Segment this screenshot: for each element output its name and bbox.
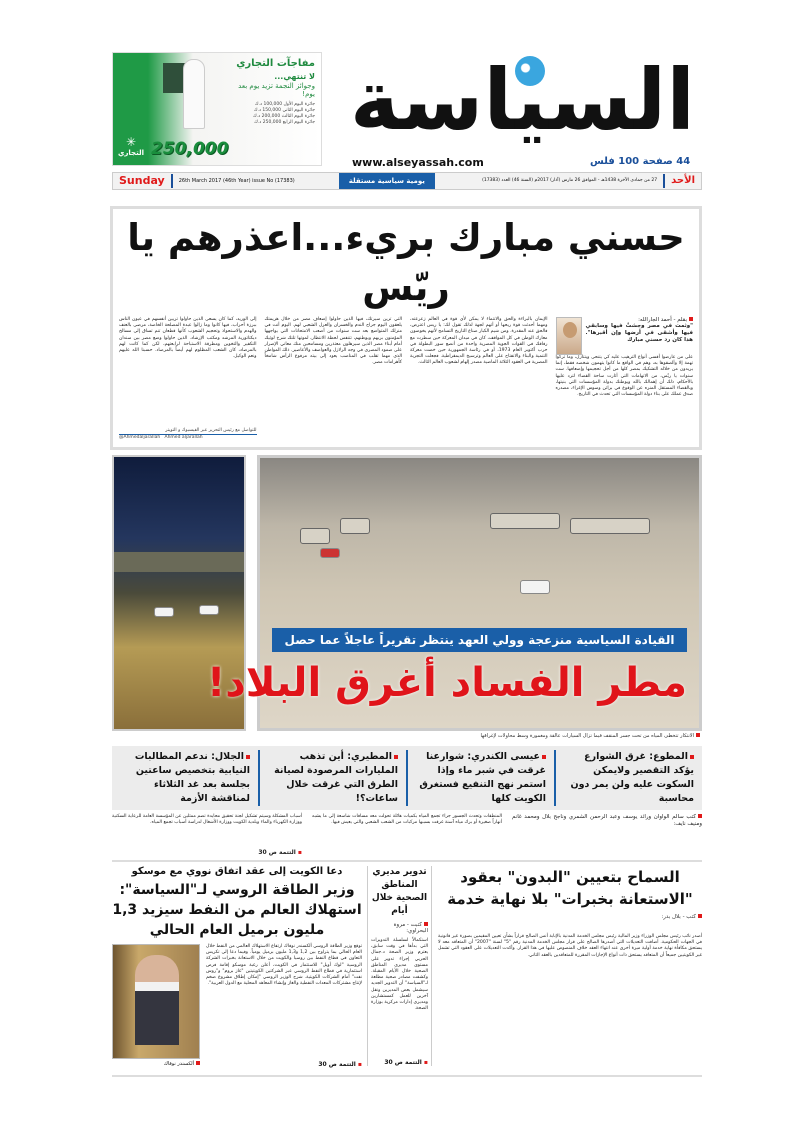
russia-kicker: دعا الكويت إلى عقد اتفاق نووي مع موسكو (131, 866, 343, 877)
ad-text-column (233, 58, 315, 126)
date-arabic: 27 من جمادى الآخرة 1438هـ - الموافق 26 مارس (آذار) 2017م (السنة 46) العدد (17383) (482, 178, 658, 184)
byline (556, 317, 694, 355)
health-article[interactable] (367, 866, 432, 1066)
subheadline-text: المطيري: أين تذهب المليارات المرصودة لصيانة الطرق التي غرقت خلال ساعات؟! (274, 751, 398, 804)
byline (371, 922, 428, 934)
lead-quote: "وثمت في مصر وجشتْ فيها وسابقي فيها وأشقى في أرضها وإن أقبرها". هذا كان رد حسني مبارك (585, 323, 693, 344)
bullet-icon (246, 755, 250, 759)
ad-prize: جائزة اليوم الأول 100,000 د.ك (254, 102, 315, 107)
tanker-truck (570, 518, 650, 534)
continued-text: التتمة ص 30 (318, 1061, 356, 1068)
ad-subtitle (233, 72, 315, 98)
star-icon: ✳ (125, 135, 137, 149)
day-arabic: الأحد (663, 174, 701, 188)
article-column: الإيمان بالبراءة والحق والانتماء لا يمكن لأي قوة في العالم زعزعته، ومهما أحدثت قوة ريحها أو أتهم لجهة لذلك تقول لك: يا ريس اعترض، فالحق عند المقدرة. ومن شيم الكبار صناع التاريخ التسامح لأنهم يخوضون معارك الوطن في كل المواقف، كان في ميدان المعركة حين سطرت مع رفاقك في القوات الجوية المصرية واحدة من أنصع سور البطولة في حرب أكتوبر العام 1973، أو في رئاسة الجمهورية حين خضت معركة التنمية والبناء والانفتاح على العالم وترسيخ الديمقراطية. فجعلت التجربة المصرية في العقود الثلاثة الماضية مصدر إلهام لشعوب العالم الثالث. (410, 317, 548, 366)
masthead-logo[interactable] (335, 48, 695, 156)
ad-person-image (183, 59, 205, 129)
bullet-icon (424, 922, 428, 926)
subheadlines (112, 746, 702, 810)
divider (112, 860, 702, 862)
bullet-icon (698, 914, 702, 918)
article-column (112, 814, 302, 856)
byline (438, 914, 702, 920)
russia-text-block (206, 944, 362, 1068)
bullet-icon (394, 755, 398, 759)
column-text: أسباب المشكلة وسيتم تشكيل لجنة تحقيق محايدة تضم ممثلين عن المؤسسة العامة للرعاية السكنية ووزارة الكهرباء والماء وبلدية الكويت ووزارة الأشغال لدراسة أسباب تجمع المياه. (112, 814, 302, 826)
lead-article[interactable] (110, 206, 702, 450)
website-url[interactable]: www.alseyassah.com (352, 156, 484, 169)
byline-text: كتب - بلال بدر: (661, 914, 696, 920)
bullet-icon (690, 755, 694, 759)
car (520, 580, 550, 594)
social-label: للتواصل مع رئيس التحرير عبر الفيسبوك و التويتر (119, 428, 257, 435)
ad-prizes (233, 102, 315, 126)
car (320, 548, 340, 558)
health-headline[interactable]: تدوير مديري المناطق الصحية خلال أيام (371, 867, 428, 916)
day-english: Sunday (113, 174, 173, 188)
continued-text: التتمة ص 30 (384, 1059, 422, 1066)
lead-headline[interactable]: حسني مبارك بريء...اعذرهم يا ريّس (127, 216, 685, 309)
facebook-name[interactable]: Ahmed aljarallah (164, 434, 203, 440)
subheadline[interactable] (112, 750, 258, 806)
photo-caption (250, 733, 700, 739)
continued-link[interactable]: ▪ التتمة ص 30 (318, 1061, 362, 1068)
subheadline-text: الجلال: ندعم المطالبات النيابية بتخصيص ساعتين بجلسة بعد غد الثلاثاء لمناقشة الأزمة (134, 751, 250, 804)
byline-text: كتبت - مروة البحراوي: (393, 922, 428, 934)
bullet-icon (698, 814, 702, 818)
photo-caption (112, 1061, 200, 1068)
ad-bank-logo (116, 135, 146, 157)
social-links (119, 428, 257, 441)
tanker-truck (490, 513, 560, 529)
article-column (512, 814, 702, 856)
minister-photo-block (112, 944, 200, 1068)
flood-headline[interactable]: مطر الفساد أغرق البلاد! (206, 660, 687, 706)
divider (112, 1075, 702, 1077)
russia-headline[interactable]: وزير الطاقة الروسي لـ"السياسة": استهلاك العالم من النفط سيزيد 1,3 مليون برميل العام الحالي (112, 882, 362, 938)
subheadline[interactable] (258, 750, 406, 806)
ad-line1: لا تنتهي... (274, 72, 315, 81)
twitter-handle[interactable]: @Ahmedaljarallah (119, 434, 161, 440)
ad-amount: 250,000 (151, 139, 229, 159)
bullet-icon (542, 755, 546, 759)
continued-text: التتمة ص 30 (258, 848, 296, 856)
column-text: على من عارضوا أقسى أنواع الترهيب عليه كي يتنحى ويتنازل، وما تركوا تهمة إلا وألصقوها به، وهم في الواقع ما كانوا يتهمون شخصه فقط، إنما يريدون من خلاله التشكيك بمصر كلها من أجل تحجيمها وإضعافها. ست سنوات يا ريّس، من الاتهامات التي أثارت ساحة القضاء لترد عليها بالأحكام، ذلك أن إهمالك بالله ويوطنك بدولة المؤسسات التي بنيتها، وبالقضاء المستقل المنزه عن الوقوع في براثن وسوس الإغراء، مصدره صدق عملك على بناء دولة المؤسسات التي تحدث في التاريخ. (555, 355, 693, 398)
bank-advertisement[interactable] (112, 52, 322, 166)
ad-prize: جائزة اليوم الثاني 150,000 د.ك (253, 108, 315, 113)
ad-title: مفاجآت التجاري (236, 58, 315, 69)
date-english: 26th March 2017 (46th Year) issue No (17383) (178, 178, 295, 184)
date-bar (112, 172, 702, 190)
caption-text: ألكسندر نوفاك (163, 1061, 194, 1067)
byline-text: كتب سالم الواوان ورائد يوسف وعبد الرحمن الشمري وناجح بلال ومحمد غانم ومنيف نايف: (512, 814, 702, 828)
article-column (556, 317, 694, 441)
article-column: أصدر نائب رئيس مجلس الوزراء وزير المالية رئيس مجلس الخدمة المدنية بالإنابة أنس الصالح قراراً بشأن تعيين المقيمين بصورة غير قانونية في الجهات الحكومية. أضافت التعديلات التي أصدرها الصالح على قرار مجلس الخدمة المدنية رقم "5" لسنة "2007" أن المتعاقد معه لا يستحق مكافأة نهاية خدمة أولية ميزة أخرى عند انتهاء العقد خلاف المنصوص عليها في هذا القرار. وأكدت التعديلات على العقود التي تشمل غير الكويتيين جميعاً أن المتعاقد يستحق ذات أنواع الإجازات المقررة للمتعاقدين بالعقد الثاني. (438, 934, 702, 958)
submerged-car (154, 607, 174, 617)
continued-link[interactable]: ▪ التتمة ص 30 (258, 848, 302, 856)
article-column: استكمالاً لسلسلة التدويرات التي بدأها في وقت سابق، يعتزم وزير الصحة د.جمال الحربي إجراء تدوير على مستوى مديري المناطق الصحية خلال الأيام المقبلة. وكشفت مصادر صحية مطلعة لـ"السياسة" أن التدوير الجديد سيشمل بعض المديرين ونقل آخرين للعمل كمستشارين ومديري إدارات مركزية بوزارة الصحة. (371, 938, 428, 1012)
bullet-icon (196, 1061, 200, 1065)
pages-price: 44 صفحة 100 فلس (590, 156, 691, 167)
russia-body-row (112, 944, 362, 1068)
article-column (119, 317, 257, 441)
caption-text: الانتكار تتخطى المياه من تحت جسر المنقف فيما تزال السيارات عالقة ومغمورة وسط محاولات لإغراقها (480, 733, 694, 739)
continued-link[interactable]: ▪ التتمة ص 30 (384, 1059, 428, 1066)
ad-bank-name: التجاري (117, 149, 144, 157)
flood-article-body (112, 814, 702, 856)
bullet-icon (696, 733, 700, 737)
submerged-car (199, 605, 219, 615)
bidoon-article[interactable] (438, 866, 702, 1066)
flood-photo (206, 455, 702, 731)
ad-prize: جائزة اليوم الثالث 200,000 د.ك (253, 114, 315, 119)
article-column: توقع وزير الطاقة الروسي ألكسندر نوفاك ارتفاع الاستهلاك العالمي من النفط خلال العام الحالي بما يتراوح بين 1,2 و1,3 مليون برميل يومياً. وفيما دعا إلى تكريس التعاون في قطاع النفط بين روسيا والكويت من خلال الاستعانة بخبرات الشركة الروسية "لوك أويل" للاستثمار في الكويت، أعلن رغبة موسكو إقامة فرص استثمارية في قطاع النفط الروسي عبر الشركتين الكويتيتين "غاز بروم" و"روس نفت" أمام الشركات الكويتية. شرح الوزير الروسي "إمكان إطلاق مشروع ضخم لإنتاج مشتركات المعدات النفطية والغاز وإنشاء المعاهد المحلية مع الدول العربية". (206, 944, 362, 987)
ad-line2: وجوائز النجمة تزيد يوم بعد يوم! (238, 82, 315, 98)
newspaper-name: السياسة (349, 51, 695, 149)
subheadline-text: عيسى الكندري: شوارعنا غرقت في شبر ماء وإذا استمر نهج التنفيع فستغرق الكويت كلها (419, 751, 546, 804)
truck (340, 518, 370, 534)
bullet-icon (689, 317, 693, 321)
byline-text: بقلم - أحمد الجارالله: (638, 317, 687, 323)
minister-photo (112, 944, 200, 1059)
subheadline-text: المطوع: غرق الشوارع يؤكد التقصير ولايمكن السكوت عليه ولن يمر دون محاسبة (570, 751, 694, 804)
article-column: التي تزين سيرتك، فيها الذين حاولوا إضعاف مصر من خلال هزيمتك يلعقون اليوم جراح الندم والخسران والعزل الشعبي لهم. اليوم أنت في منزلك المتواضع بعد ست سنوات من أصعب الامتحانات التي يواجهها المؤمنون بربهم ويوطنهم، تتنفس لحظة الانتظار، لموتها تلتك شرخ لوثيك أمام أبناء مصر الذين سيزهلون معتذرين ومسامحين منك معاني الإصرار على صمود المصري في وجه الزلازل والعواصف والأعاصير. ذلك المواطن الذي مهما تقلب في المناصب يعود إلى بيته مرفوع الرأس شامخاً كأهرامات مصر. (264, 317, 402, 366)
flood-banner: القيادة السياسية منزعجة وولي العهد ينتظر تقريراً عاجلاً عما حصل (272, 628, 687, 652)
bidoon-headline[interactable]: السماح بتعيين "البدون" بعقود "الاستعانة بخبرات" بلا نهاية خدمة (447, 868, 693, 908)
article-column: المنطقات وتحدث الجسور جراء تجمع المياه بكميات هائلة تحولت معه مسافات شاسعة إلى ما يشبه أنهاراً صغيرة أو برك مياه آسنة غرقت بسببها مركبات من الشعب الشعبي والتي يعيش فيها. (312, 814, 502, 826)
flood-overlay (206, 628, 687, 714)
subheadline[interactable] (554, 750, 702, 806)
subheadline[interactable] (406, 750, 554, 806)
tagline: يومية سياسية مستقلة (339, 173, 435, 189)
column-text: إلى الوريد، كما كان يسعى الذين حاولوا تزيين أنفسهم في عيون الناس ببرزة أحزاب، فيها كانوا وما زالوا عبدة المصلحة الخاصة، مرضى بالعنف والهدم والاستحواذ وتحجيم الشعوب كأنها قطعان تنم تساق إلى مسالخ ديكتاتورية المرشد ومكتب الإرشاد. الذين حاولوا وضع مصر بين سندان التكفير والتخوين ومطرقة الاستباحة لرابعتهم، لكن كما كانت لهم بالمرصاد، كان الشعب المظلوم لهم أيضاً بالمرصاد. حسبنا الله عليهم ونعم الوكيل. (119, 317, 257, 360)
author-photo (556, 317, 582, 355)
flood-section (112, 746, 702, 856)
truck (300, 528, 330, 544)
russia-article[interactable] (112, 866, 362, 1068)
bridge (114, 552, 244, 572)
ad-prize: جائزة اليوم الرابع 250,000 د.ك (254, 120, 315, 125)
